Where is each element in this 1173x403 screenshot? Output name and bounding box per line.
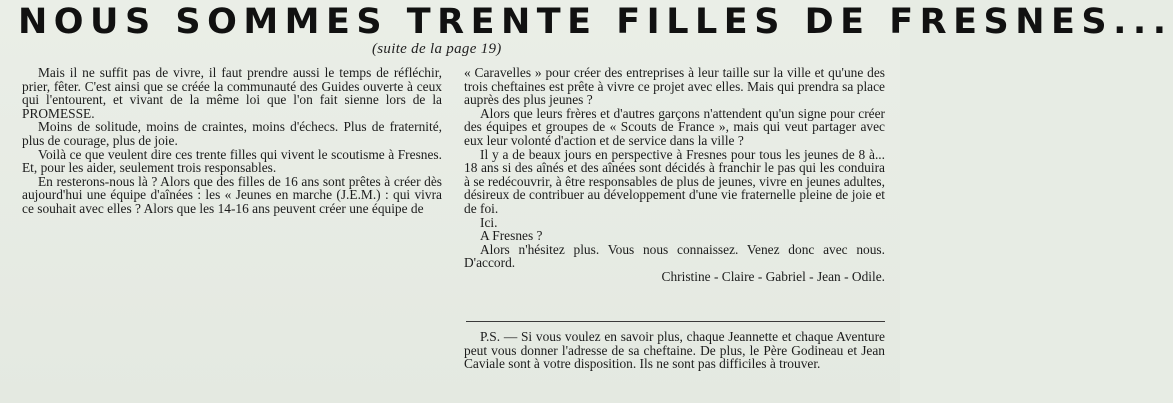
postscript-text: P.S. — Si vous voulez en savoir plus, chaque Jeannette et chaque Aventure peut vous donner l'adresse de sa cheftaine. De plus, le Père Godineau et Jean Caviale sont à votre disposition. Ils ne sont pas difficiles à trouver. bbox=[464, 329, 885, 372]
left-paragraph-1: Mais il ne suffit pas de vivre, il faut prendre aussi le temps de réfléchir, prier, fêter. C'est ainsi que se créée la communauté des Guides ouverte à ceux qui l'entourent, et vivant de la même loi que l'on fait sienne lors de la PROMESSE. bbox=[22, 65, 442, 121]
divider-line bbox=[466, 321, 885, 322]
left-column bbox=[22, 66, 442, 216]
right-paragraph-6: Alors n'hésitez plus. Vous nous connaissez. Venez donc avec nous. D'accord. bbox=[464, 241, 885, 271]
right-paragraph-3: Il y a de beaux jours en perspective à Fresnes pour tous les jeunes de 8 à... 18 ans si des aînés et des aînées sont décidés à franchir le pas qui les conduira à se redécouvrir, à être responsables de plus de jeunes, vivre en jeunes adultes, désireux de contribuer au développement d'une vie fraternelle pleine de joie et de foi. bbox=[464, 146, 885, 216]
right-paragraph-4: Ici. bbox=[480, 214, 498, 230]
left-paragraph-3: Voilà ce que veulent dire ces trente filles qui vivent le scoutisme à Fresnes. Et, pour les aider, seulement trois responsables. bbox=[22, 146, 442, 176]
left-paragraph-4: En resterons-nous là ? Alors que des filles de 16 ans sont prêtes à créer dès aujourd'hui une équipe d'aînées : les « Jeunes en marche (J.E.M.) : qui vivra ce souhait avec elles ? Alors que les 14-16 ans peuvent créer une équipe de bbox=[22, 173, 442, 216]
postscript bbox=[464, 330, 885, 371]
right-paragraph-5: A Fresnes ? bbox=[480, 228, 543, 244]
article-headline: NOUS SOMMES TRENTE FILLES DE FRESNES... bbox=[18, 2, 1173, 42]
left-paragraph-2: Moins de solitude, moins de craintes, moins d'échecs. Plus de fraternité, plus de courage, plus de joie. bbox=[22, 119, 442, 148]
right-paragraph-1: « Caravelles » pour créer des entreprises à leur taille sur la ville et qu'une des trois cheftaines est prête à vivre ce projet avec elles. Mais qui prendra sa place auprès des plus jeunes ? bbox=[464, 65, 885, 108]
continued-from-note: (suite de la page 19) bbox=[372, 41, 502, 57]
right-paragraph-2: Alors que leurs frères et d'autres garçons n'attendent qu'un signe pour créer des équipes et groupes de « Scouts de France », mais qui veut partager avec eux leur volonté d'action et de service dans la ville ? bbox=[464, 105, 885, 148]
signature-line: Christine - Claire - Gabriel - Jean - Odile. bbox=[661, 268, 885, 284]
right-column bbox=[464, 66, 885, 284]
